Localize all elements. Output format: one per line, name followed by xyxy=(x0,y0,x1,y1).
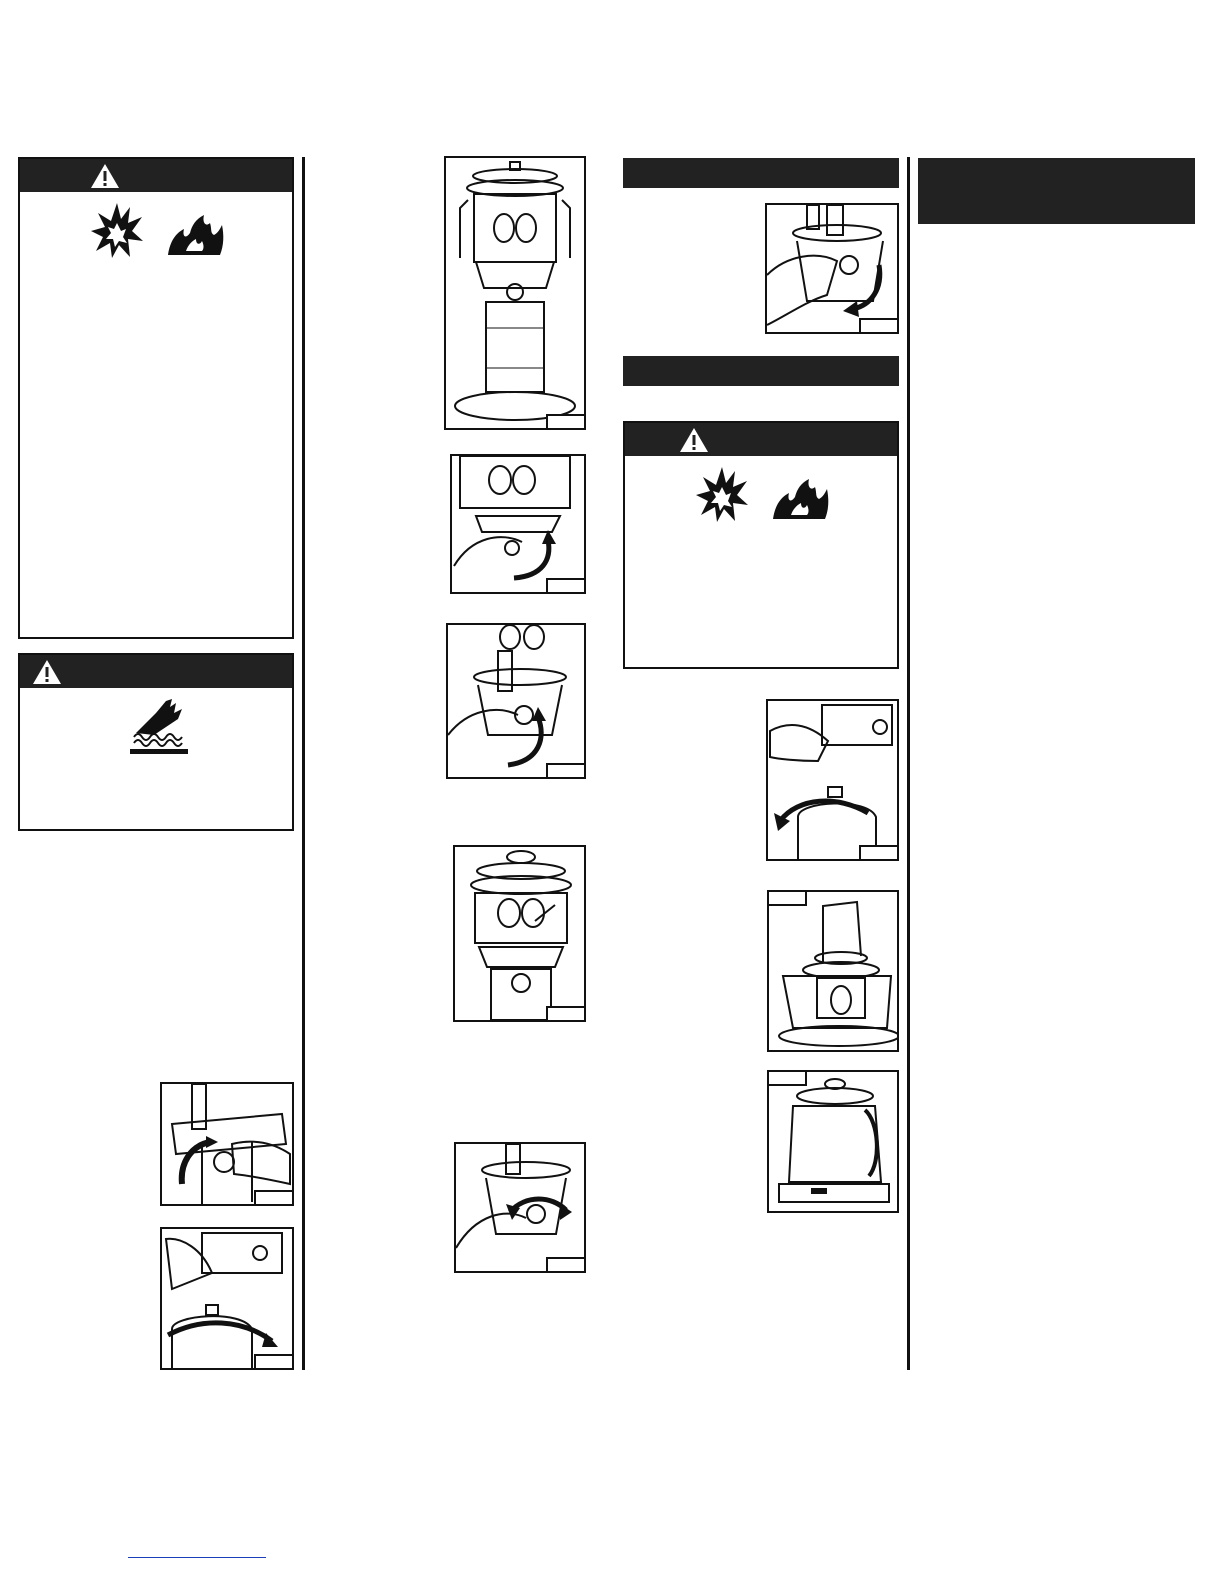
section-header-bar xyxy=(623,158,899,188)
figure-number-tab xyxy=(767,1070,807,1086)
warning-triangle-icon xyxy=(90,163,120,189)
column-divider xyxy=(302,157,305,1370)
figure-lantern-storage-closed xyxy=(767,1070,899,1213)
figure-number-tab xyxy=(767,890,807,906)
footer-link-underline[interactable] xyxy=(128,1557,266,1558)
figure-number-tab xyxy=(859,318,899,334)
figure-number-tab xyxy=(546,763,586,779)
lantern-storage-closed-illustration xyxy=(769,1072,897,1211)
warning-header-bar xyxy=(20,159,292,192)
fire-icon xyxy=(771,475,831,521)
section-header-bar xyxy=(623,356,899,386)
figure-number-tab xyxy=(546,414,586,430)
figure-valve-open xyxy=(446,623,586,779)
cylinder-attach-illustration xyxy=(162,1229,292,1368)
cylinder-remove-illustration xyxy=(768,701,897,859)
warning-box-explosion-fire xyxy=(18,157,294,639)
warning-header-bar xyxy=(625,423,897,456)
valve-turn-off-illustration xyxy=(767,205,897,332)
lantern-valve-illustration xyxy=(162,1084,292,1204)
valve-open-illustration xyxy=(448,625,584,777)
section-title-bar xyxy=(918,158,1195,224)
valve-close-illustration xyxy=(456,1144,584,1271)
warning-triangle-icon xyxy=(679,427,709,453)
figure-cylinder-attach xyxy=(160,1227,294,1370)
warning-box-hot-surface xyxy=(18,653,294,831)
figure-number-tab xyxy=(254,1354,294,1370)
lantern-illustration xyxy=(446,158,584,428)
figure-number-tab xyxy=(546,1006,586,1022)
figure-valve-close xyxy=(454,1142,586,1273)
fire-icon xyxy=(166,211,226,257)
warning-triangle-icon xyxy=(32,659,62,685)
warning-header-bar xyxy=(20,655,292,688)
figure-ignite-mantles xyxy=(450,454,586,594)
figure-number-tab xyxy=(859,845,899,861)
figure-number-tab xyxy=(546,578,586,594)
ignite-illustration xyxy=(452,456,584,592)
figure-number-tab xyxy=(546,1257,586,1273)
figure-lantern-lit xyxy=(453,845,586,1022)
lantern-storage-open-illustration xyxy=(769,892,897,1050)
lantern-lit-illustration xyxy=(455,847,584,1020)
figure-valve-turn-off xyxy=(765,203,899,334)
column-divider xyxy=(907,157,910,1370)
explosion-icon xyxy=(90,201,144,259)
figure-cylinder-remove xyxy=(766,699,899,861)
hot-surface-hand-icon xyxy=(126,693,192,755)
figure-number-tab xyxy=(254,1190,294,1206)
figure-lantern-storage-open xyxy=(767,890,899,1052)
figure-valve-rotate xyxy=(160,1082,294,1206)
warning-box-explosion-fire xyxy=(623,421,899,669)
figure-lantern-full xyxy=(444,156,586,430)
explosion-icon xyxy=(695,465,749,523)
